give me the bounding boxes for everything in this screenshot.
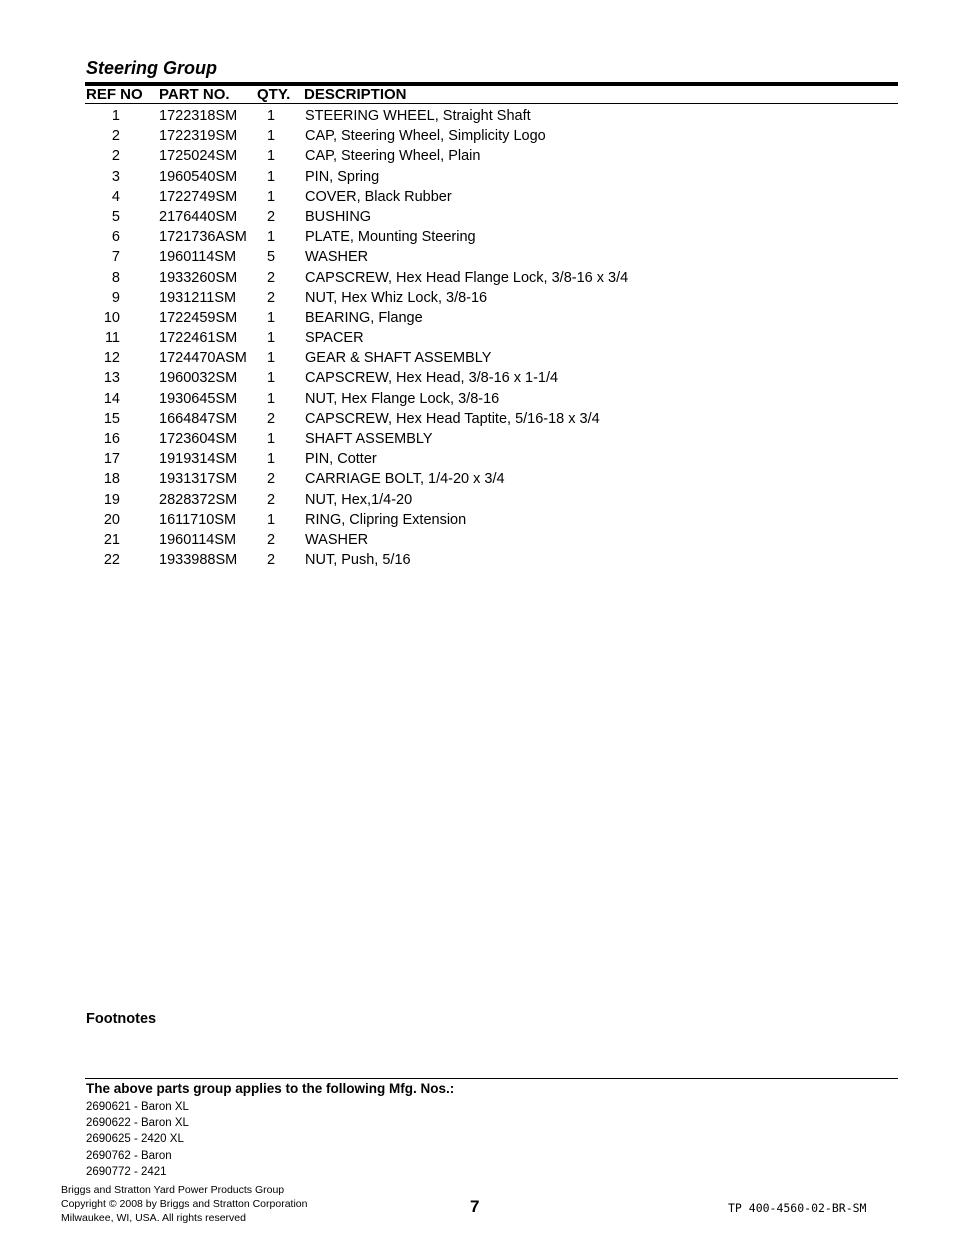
qty-cell: 1 xyxy=(266,451,276,468)
mfg-number-item: 2690621 - Baron XL xyxy=(86,1101,189,1113)
qty-cell: 2 xyxy=(266,531,276,548)
ref-no-cell: 17 xyxy=(103,451,120,468)
part-no-cell: 2176440SM xyxy=(159,208,238,225)
description-cell: NUT, Hex Flange Lock, 3/8-16 xyxy=(305,390,500,407)
table-row xyxy=(0,167,954,187)
part-no-cell: 1960032SM xyxy=(159,370,238,387)
part-no-cell: 1960114SM xyxy=(159,531,237,548)
ref-no-cell: 18 xyxy=(103,471,120,488)
qty-cell: 2 xyxy=(266,269,276,286)
description-cell: CAPSCREW, Hex Head Taptite, 5/16-18 x 3/4 xyxy=(305,410,600,427)
ref-no-cell: 3 xyxy=(111,168,120,185)
ref-no-cell: 15 xyxy=(103,410,120,427)
part-no-cell: 1722749SM xyxy=(159,188,238,205)
part-no-cell: 1722318SM xyxy=(159,108,238,124)
qty-cell: 2 xyxy=(266,208,276,225)
description-cell: PIN, Cotter xyxy=(305,451,377,468)
part-no-cell: 1919314SM xyxy=(159,451,238,468)
description-cell: CAPSCREW, Hex Head, 3/8-16 x 1-1/4 xyxy=(305,370,559,387)
ref-no-cell: 9 xyxy=(111,289,120,306)
table-row xyxy=(0,550,954,570)
qty-cell: 1 xyxy=(266,168,276,185)
ref-no-cell: 20 xyxy=(103,511,120,528)
table-row xyxy=(0,389,954,409)
mfg-number-item: 2690762 - Baron xyxy=(86,1149,172,1162)
table-row xyxy=(0,187,954,207)
description-cell: SPACER xyxy=(305,330,364,347)
part-no-cell: 1930645SM xyxy=(159,390,238,407)
applies-heading: The above parts group applies to the following Mfg. Nos.: xyxy=(86,1081,455,1096)
qty-cell: 1 xyxy=(266,511,276,528)
part-no-cell: 1722459SM xyxy=(159,309,238,326)
description-cell: WASHER xyxy=(305,531,369,548)
table-row xyxy=(0,308,954,328)
qty-cell: 1 xyxy=(266,390,276,407)
table-row xyxy=(0,368,954,388)
description-cell: CAP, Steering Wheel, Plain xyxy=(305,148,481,165)
table-row xyxy=(0,510,954,530)
part-no-cell: 1960540SM xyxy=(159,168,238,185)
ref-no-cell: 11 xyxy=(104,330,120,347)
header-part-no: PART NO. xyxy=(159,86,230,103)
part-no-cell: 1611710SM xyxy=(159,511,237,528)
ref-no-cell: 5 xyxy=(111,208,120,225)
part-no-cell: 1960114SM xyxy=(159,249,237,266)
corporate-notice xyxy=(61,1183,307,1225)
mfg-number-item: 2690622 - Baron XL xyxy=(86,1117,189,1130)
qty-cell: 1 xyxy=(266,108,276,124)
part-no-cell: 1722319SM xyxy=(159,128,238,145)
page-number: 7 xyxy=(470,1197,480,1216)
header-description: DESCRIPTION xyxy=(304,86,407,103)
description-cell: RING, Clipring Extension xyxy=(305,511,467,528)
part-no-cell: 1721736ASM xyxy=(159,229,247,246)
description-cell: CAPSCREW, Hex Head Flange Lock, 3/8-16 x 3/4 xyxy=(305,269,629,286)
qty-cell: 1 xyxy=(266,148,276,165)
header-ref-no: REF NO xyxy=(86,86,143,103)
qty-cell: 2 xyxy=(266,471,276,488)
part-no-cell: 1725024SM xyxy=(159,148,238,165)
table-row xyxy=(0,227,954,247)
qty-cell: 1 xyxy=(266,128,276,145)
ref-no-cell: 13 xyxy=(103,370,120,387)
qty-cell: 2 xyxy=(266,491,276,508)
part-no-cell: 2828372SM xyxy=(159,491,238,508)
qty-cell: 2 xyxy=(266,289,276,306)
description-cell: CARRIAGE BOLT, 1/4-20 x 3/4 xyxy=(305,471,505,488)
qty-cell: 1 xyxy=(266,330,276,347)
ref-no-cell: 16 xyxy=(103,431,120,447)
ref-no-cell: 14 xyxy=(103,390,120,407)
description-cell: NUT, Hex Whiz Lock, 3/8-16 xyxy=(305,289,488,306)
ref-no-cell: 2 xyxy=(111,128,120,145)
ref-no-cell: 21 xyxy=(103,531,120,548)
part-no-cell: 1933988SM xyxy=(159,552,238,569)
mfg-number-list xyxy=(86,1099,189,1180)
part-no-cell: 1724470ASM xyxy=(159,350,247,367)
ref-no-cell: 8 xyxy=(111,269,120,286)
ref-no-cell: 4 xyxy=(111,188,120,205)
parts-table xyxy=(0,106,954,570)
qty-cell: 1 xyxy=(266,370,276,387)
description-cell: CAP, Steering Wheel, Simplicity Logo xyxy=(305,128,546,145)
description-cell: COVER, Black Rubber xyxy=(305,188,452,205)
qty-cell: 1 xyxy=(266,229,276,246)
table-row xyxy=(0,247,954,267)
table-row xyxy=(0,348,954,368)
part-no-cell: 1723604SM xyxy=(159,431,238,447)
table-row xyxy=(0,409,954,429)
table-row xyxy=(0,207,954,227)
description-cell: BEARING, Flange xyxy=(305,309,423,326)
corporate-line: Copyright © 2008 by Briggs and Stratton Corporation xyxy=(61,1198,308,1210)
ref-no-cell: 19 xyxy=(103,491,120,508)
document-code: TP 400-4560-02-BR-SM xyxy=(728,1201,867,1215)
description-cell: WASHER xyxy=(305,249,369,266)
table-row xyxy=(0,146,954,166)
description-cell: PIN, Spring xyxy=(305,168,380,185)
applies-rule xyxy=(85,1078,898,1079)
qty-cell: 1 xyxy=(266,350,276,367)
ref-no-cell: 6 xyxy=(111,229,120,246)
table-row xyxy=(0,268,954,288)
ref-no-cell: 12 xyxy=(103,350,120,367)
table-row xyxy=(0,288,954,308)
qty-cell: 1 xyxy=(266,188,276,205)
mfg-number-item: 2690772 - 2421 xyxy=(86,1165,167,1178)
part-no-cell: 1722461SM xyxy=(159,330,238,347)
description-cell: SHAFT ASSEMBLY xyxy=(305,431,433,447)
description-cell: PLATE, Mounting Steering xyxy=(305,229,476,246)
header-rule xyxy=(85,103,898,104)
qty-cell: 2 xyxy=(266,410,276,427)
ref-no-cell: 22 xyxy=(103,552,120,569)
table-row xyxy=(0,429,954,449)
ref-no-cell: 2 xyxy=(111,148,120,165)
ref-no-cell: 1 xyxy=(111,108,120,124)
table-row xyxy=(0,469,954,489)
ref-no-cell: 7 xyxy=(111,249,120,266)
table-row xyxy=(0,530,954,550)
mfg-number-item: 2690625 - 2420 XL xyxy=(86,1133,184,1146)
description-cell: NUT, Hex,1/4-20 xyxy=(305,491,413,508)
table-row xyxy=(0,490,954,510)
page-title: Steering Group xyxy=(86,58,218,78)
part-no-cell: 1931317SM xyxy=(159,471,238,488)
table-row xyxy=(0,106,954,126)
description-cell: STEERING WHEEL, Straight Shaft xyxy=(305,108,531,124)
part-no-cell: 1931211SM xyxy=(159,289,237,306)
part-no-cell: 1933260SM xyxy=(159,269,238,286)
corporate-line: Briggs and Stratton Yard Power Products Group xyxy=(61,1184,285,1196)
part-no-cell: 1664847SM xyxy=(159,410,238,427)
ref-no-cell: 10 xyxy=(103,309,120,326)
qty-cell: 5 xyxy=(266,249,276,266)
table-row xyxy=(0,126,954,146)
footnotes-heading: Footnotes xyxy=(86,1011,157,1027)
table-row xyxy=(0,328,954,348)
header-qty: QTY. xyxy=(257,86,291,103)
qty-cell: 1 xyxy=(266,431,276,447)
description-cell: NUT, Push, 5/16 xyxy=(305,552,411,569)
qty-cell: 1 xyxy=(266,309,276,326)
description-cell: GEAR & SHAFT ASSEMBLY xyxy=(305,350,492,367)
qty-cell: 2 xyxy=(266,552,276,569)
table-row xyxy=(0,449,954,469)
description-cell: BUSHING xyxy=(305,208,372,225)
corporate-line: Milwaukee, WI, USA. All rights reserved xyxy=(61,1212,246,1224)
